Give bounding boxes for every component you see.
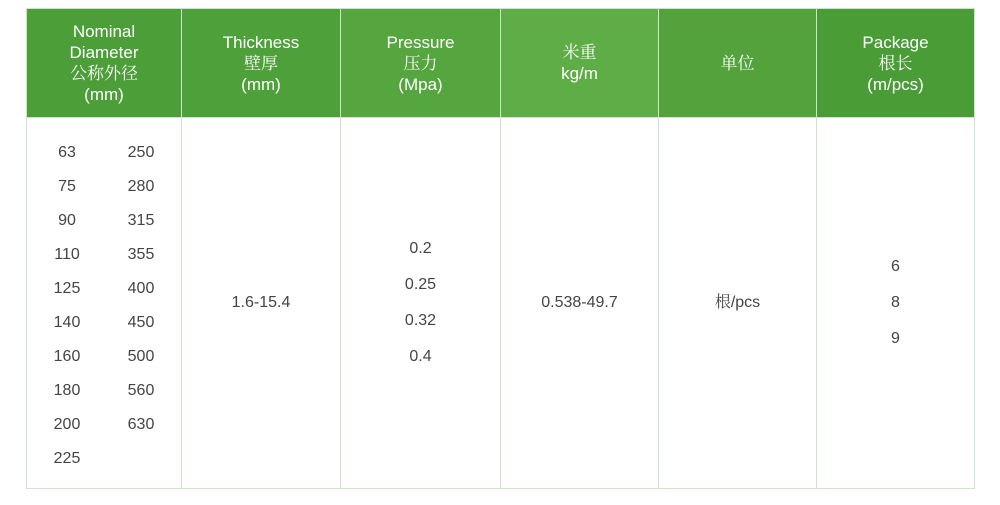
column-header-package <box>817 9 975 118</box>
column-header-thickness <box>182 9 341 118</box>
header-line: (Mpa) <box>398 74 443 94</box>
diameter-value: 200 <box>53 416 81 433</box>
spec-table-container <box>26 8 974 489</box>
thickness-value: 1.6-15.4 <box>231 294 291 311</box>
header-line: Pressure <box>386 32 455 52</box>
header-line: 米重 <box>562 43 597 62</box>
diameter-value: 75 <box>58 178 76 195</box>
pipe-specification-table <box>26 8 975 489</box>
diameter-value: 90 <box>58 212 76 229</box>
diameter-values <box>27 118 181 484</box>
table-header <box>27 9 975 118</box>
diameter-value: 630 <box>127 416 155 433</box>
package-value: 8 <box>891 294 900 311</box>
column-header-pressure <box>341 9 501 118</box>
pressure-value: 0.32 <box>404 312 437 329</box>
diameter-value: 250 <box>127 144 155 161</box>
header-line: (mm) <box>241 74 281 94</box>
diameter-value: 280 <box>127 178 155 195</box>
diameter-value: 160 <box>53 348 81 365</box>
column-header-unit <box>659 9 817 118</box>
weight-value: 0.538-49.7 <box>541 294 618 311</box>
column-header-weight <box>501 9 659 118</box>
header-line: 单位 <box>720 53 755 73</box>
header-line: 压力 <box>403 53 438 73</box>
diameter-value: 125 <box>53 280 81 297</box>
diameter-value: 560 <box>127 382 155 399</box>
cell-thickness <box>182 118 341 489</box>
diameter-value: 225 <box>53 450 81 467</box>
header-line: kg/m <box>561 64 598 83</box>
cell-weight <box>501 118 659 489</box>
diameter-value: 315 <box>127 212 155 229</box>
pressure-value: 0.2 <box>409 240 432 257</box>
diameter-value: 450 <box>127 314 155 331</box>
header-line: 壁厚 <box>244 53 278 73</box>
diameter-value: 180 <box>53 382 81 399</box>
pressure-values <box>341 231 500 375</box>
diameter-value: 63 <box>58 144 76 161</box>
cell-unit <box>659 118 817 489</box>
unit-value: 根/pcs <box>714 294 761 311</box>
diameter-column-left <box>47 136 87 476</box>
package-value: 9 <box>891 330 900 347</box>
diameter-value: 500 <box>127 348 155 365</box>
cell-pressure <box>341 118 501 489</box>
table-body <box>27 118 975 489</box>
header-line: 公称外径 <box>70 64 138 83</box>
pressure-value: 0.25 <box>404 276 437 293</box>
diameter-value: 110 <box>54 246 80 263</box>
diameter-column-right <box>121 136 161 476</box>
pressure-value: 0.4 <box>409 348 432 365</box>
header-line: Package <box>862 32 929 52</box>
cell-package <box>817 118 975 489</box>
package-values <box>817 249 974 357</box>
table-row <box>27 118 975 489</box>
header-line: (mm) <box>84 85 124 104</box>
cell-nominal-diameter <box>27 118 182 489</box>
table-header-row <box>27 9 975 118</box>
diameter-value: 400 <box>127 280 155 297</box>
package-value: 6 <box>891 258 900 275</box>
diameter-value: 355 <box>127 246 155 263</box>
column-header-nominal-diameter <box>27 9 182 118</box>
header-line: 根长 <box>878 53 913 73</box>
header-line: Diameter <box>69 43 139 62</box>
header-line: Thickness <box>222 32 300 52</box>
header-line: (m/pcs) <box>867 74 924 94</box>
diameter-value: 140 <box>53 314 81 331</box>
header-line: Nominal <box>72 22 136 41</box>
